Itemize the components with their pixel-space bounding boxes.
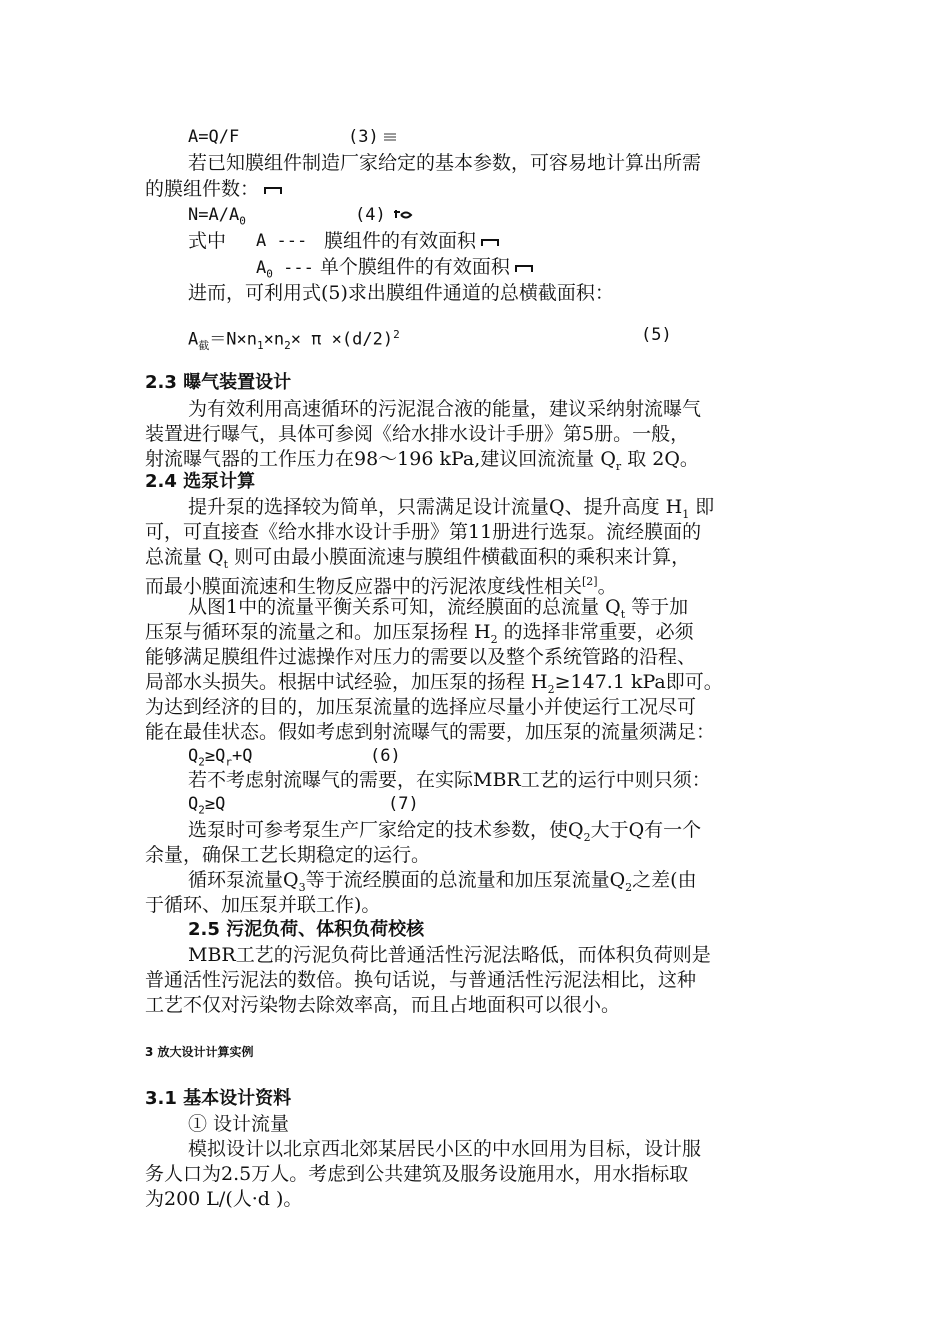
paragraph-line: 为200 L/(人·d )。	[145, 1188, 303, 1210]
subscript: 0	[266, 267, 273, 281]
subscript: 2	[583, 830, 591, 844]
eq-part: ＝N×n	[209, 329, 257, 350]
definition-symbol: A ---	[256, 231, 308, 251]
paragraph-line: 为有效利用高速循环的污泥混合液的能量，建议采纳射流曝气	[188, 398, 702, 420]
return-mark-icon	[263, 185, 283, 195]
list-item: ① 设计流量	[188, 1113, 290, 1135]
text: 总流量 Q	[145, 546, 224, 568]
eq-part: ≥Q	[204, 746, 226, 766]
equation-4-expression: N=A/A	[188, 205, 240, 225]
section-heading: 2.4 选泵计算	[145, 471, 256, 492]
subscript: r	[225, 755, 232, 769]
paragraph-line: 余量，确保工艺长期稳定的运行。	[145, 844, 431, 866]
equation-7-number: (7)	[388, 794, 419, 814]
subscript: t	[620, 607, 626, 621]
paragraph-line: 于循环、加压泵并联工作)。	[145, 894, 381, 916]
equation-6	[188, 743, 401, 769]
eq-part: A	[188, 329, 199, 350]
paragraph-line: 若已知膜组件制造厂家给定的基本参数，可容易地计算出所需	[188, 152, 702, 174]
paragraph-line: 进而，可利用式(5)求出膜组件通道的总横截面积：	[188, 282, 614, 304]
definition-symbol: A	[256, 258, 267, 278]
paragraph-line	[145, 569, 617, 598]
equation-4-number: (4)	[355, 205, 386, 225]
paragraph-line: 可，可直接查《给水排水设计手册》第11册进行选泵。流经膜面的	[145, 521, 702, 543]
subscript: 2	[284, 339, 291, 353]
subscript: 3	[298, 880, 306, 894]
equation-6-number: (6)	[370, 746, 401, 766]
paragraph-line	[188, 494, 714, 520]
subscript: 0	[239, 214, 246, 228]
section-heading: 2.3 曝气装置设计	[145, 372, 292, 393]
eq-part: Q	[188, 794, 199, 814]
subscript: t	[223, 557, 229, 571]
paragraph-line	[188, 867, 697, 893]
superscript: 2	[393, 328, 400, 341]
eq-part: ×n	[263, 329, 285, 350]
definition-text: 膜组件的有效面积	[324, 230, 477, 252]
definition-line	[256, 254, 534, 280]
paragraph-line: 能在最佳状态。假如考虑到射流曝气的需要，加压泵的流量须满足：	[145, 721, 716, 743]
paragraph-line: 若不考虑射流曝气的需要，在实际MBR工艺的运行中则只须：	[188, 769, 711, 791]
paragraph-line	[188, 817, 701, 843]
eq-part: +Q	[231, 746, 253, 766]
chapter-heading: 3 放大设计计算实例	[145, 1045, 254, 1059]
text: 。	[597, 575, 617, 598]
section-heading: 3.1 基本设计资料	[145, 1088, 292, 1109]
text: 选泵时可参考泵生产厂家给定的技术参数，使Q	[188, 819, 584, 841]
text: 等于流经膜面的总流量和加压泵流量Q	[305, 869, 626, 891]
text: 射流曝气器的工作压力在98～196 kPa,建议回流流量 Q	[145, 448, 616, 470]
paragraph-line: 务人口为2.5万人。考虑到公共建筑及服务设施用水，用水指标取	[145, 1163, 689, 1185]
equation-5	[188, 322, 672, 353]
equation-3-expression: A=Q/F	[188, 127, 240, 147]
text: 提升泵的选择较为简单，只需满足设计流量Q、提升高度 H	[188, 496, 683, 518]
text: 而最小膜面流速和生物反应器中的污泥浓度线性相关	[145, 575, 583, 598]
paragraph-line	[145, 619, 694, 645]
paragraph-line	[145, 176, 283, 202]
definition-text-wrap	[324, 228, 500, 254]
eq-part: Q	[188, 746, 199, 766]
text: 等于加	[625, 596, 689, 618]
equation-5-number: (5)	[641, 325, 672, 345]
definition-line	[188, 228, 477, 254]
paragraph-line: 装置进行曝气，具体可参阅《给水排水设计手册》第5册。一般，	[145, 423, 690, 445]
subscript: 2	[198, 755, 205, 769]
text: 之差(由	[632, 869, 697, 891]
paragraph-line	[145, 669, 723, 695]
text: 即	[689, 496, 715, 518]
definition-symbol-wrap	[256, 258, 314, 281]
paragraph-line: 模拟设计以北京西北郊某居民小区的中水回用为目标，设计服	[188, 1138, 702, 1160]
subscript: 2	[625, 880, 633, 894]
citation: [2]	[582, 575, 598, 588]
paragraph-line: 普通活性污泥法的数倍。换句话说，与普通活性污泥法相比，这种	[145, 969, 697, 991]
equation-3-number: (3)	[348, 127, 379, 147]
return-mark-icon	[514, 263, 534, 273]
return-mark-icon	[480, 237, 500, 247]
subscript: 1	[256, 339, 264, 353]
paragraph-line	[188, 594, 688, 620]
paragraph-line: 能够满足膜组件过滤操作对压力的需要以及整个系统管路的沿程、	[145, 646, 697, 668]
text: 的选择非常重要，必须	[497, 621, 694, 643]
subscript: 2	[198, 803, 205, 817]
text: 循环泵流量Q	[188, 869, 299, 891]
equation-3	[188, 124, 379, 150]
section-heading: 2.5 污泥负荷、体积负荷校核	[188, 919, 425, 940]
edit-mark-icon	[382, 132, 402, 142]
paragraph-text: 的膜组件数：	[145, 178, 260, 200]
text: 从图1中的流量平衡关系可知，流经膜面的总流量 Q	[188, 596, 621, 618]
equation-7	[188, 791, 419, 817]
text: 大于Q有一个	[590, 819, 702, 841]
text: 取 2Q。	[621, 448, 699, 470]
eq-part: ≥Q	[204, 794, 226, 814]
subscript: 截	[198, 339, 210, 353]
text: 局部水头损失。根据中试经验，加压泵的扬程 H	[145, 671, 548, 693]
subscript: 2	[547, 682, 555, 696]
paragraph-line: 工艺不仅对污染物去除效率高，而且占地面积可以很小。	[145, 994, 621, 1016]
definition-dash: ---	[272, 258, 314, 278]
definition-text: 单个膜组件的有效面积	[319, 256, 510, 278]
paragraph-line	[145, 544, 690, 570]
text: 则可由最小膜面流速与膜组件横截面积的乘积来计算，	[228, 546, 691, 568]
subscript: 2	[490, 632, 498, 646]
equation-4	[188, 202, 386, 228]
paragraph-line: 为达到经济的目的，加压泵流量的选择应尽量小并使运行工况尽可	[145, 696, 697, 718]
definition-intro: 式中	[188, 230, 227, 252]
paragraph-line: MBR工艺的污泥负荷比普通活性污泥法略低，而体积负荷则是	[188, 944, 711, 966]
text: 压泵与循环泵的流量之和。加压泵扬程 H	[145, 621, 491, 643]
subscript: 1	[682, 507, 690, 521]
text: ≥147.1 kPa即可。	[554, 671, 723, 693]
subscript: r	[615, 459, 622, 473]
edit-mark-icon	[392, 208, 414, 222]
eq-part: × π ×(d/2)	[290, 329, 394, 350]
